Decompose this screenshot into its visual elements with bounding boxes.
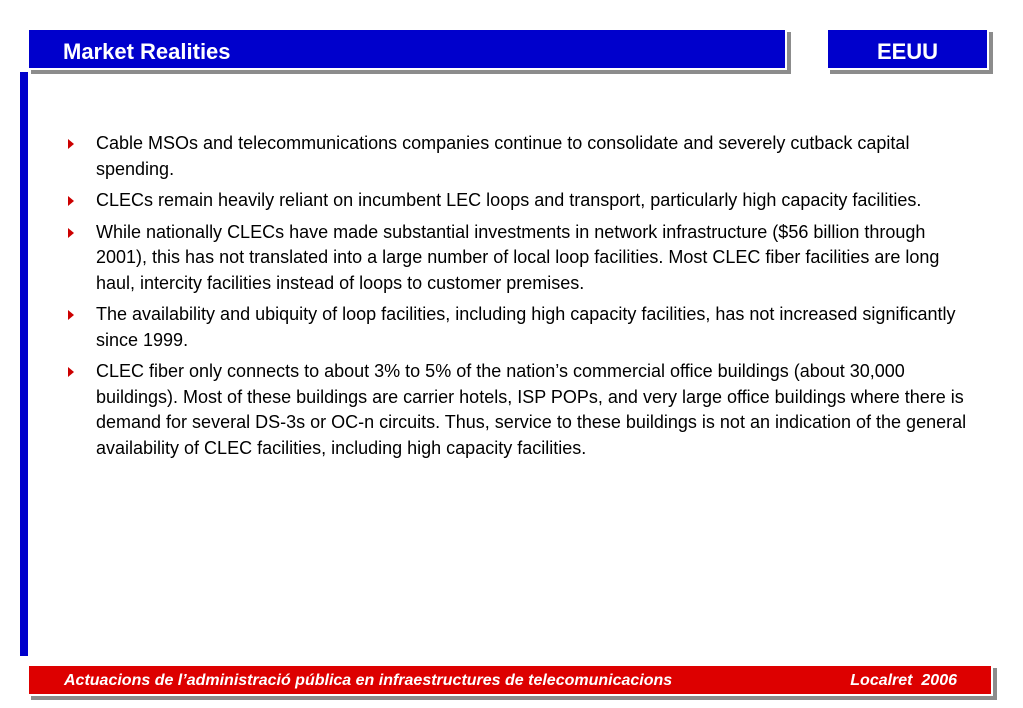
triangle-right-icon [68,228,74,238]
list-item-text: CLEC fiber only connects to about 3% to 5% of the nation’s commercial office buildings (about 30,000 buildings). Most of these buildings are carrier hotels, ISP POPs, and very large office buildings where there is demand for several DS-3s or OC-n circuits. Thus, service to these buildings is not an indication of the general availability of CLEC facilities, including high capacity facilities. [96,361,967,458]
page-title: Market Realities [63,39,231,64]
region-badge-label: EEUU [876,39,939,64]
list-item-text: While nationally CLECs have made substantial investments in network infrastructure ($56 billion through 2001), this has not translated into a large number of local loop facilities. Most CLEC fiber facilities are long haul, intercity facilities instead of loops to customer premises. [96,221,940,293]
footer-caption: Actuacions de l’administració pública en infraestructures de telecomunicacions [64,672,673,689]
list-item-text: Cable MSOs and telecommunications companies continue to consolidate and severely cutback capital spending. [96,133,910,179]
list-item [64,131,969,182]
triangle-right-icon [68,196,74,206]
list-item-text: The availability and ubiquity of loop facilities, including high capacity facilities, has not increased significantly since 1999. [96,304,956,350]
left-accent-rule [20,72,28,656]
bullet-list [64,131,969,467]
list-item [64,188,969,214]
triangle-right-icon [68,310,74,320]
title-bar [27,28,787,70]
list-item [64,220,969,297]
footer-bar [27,664,993,696]
region-badge [826,28,989,70]
footer-date: Localret 2006 [850,672,957,689]
triangle-right-icon [68,139,74,149]
list-item [64,359,969,461]
triangle-right-icon [68,367,74,377]
list-item [64,302,969,353]
list-item-text: CLECs remain heavily reliant on incumbent LEC loops and transport, particularly high capacity facilities. [96,190,922,210]
